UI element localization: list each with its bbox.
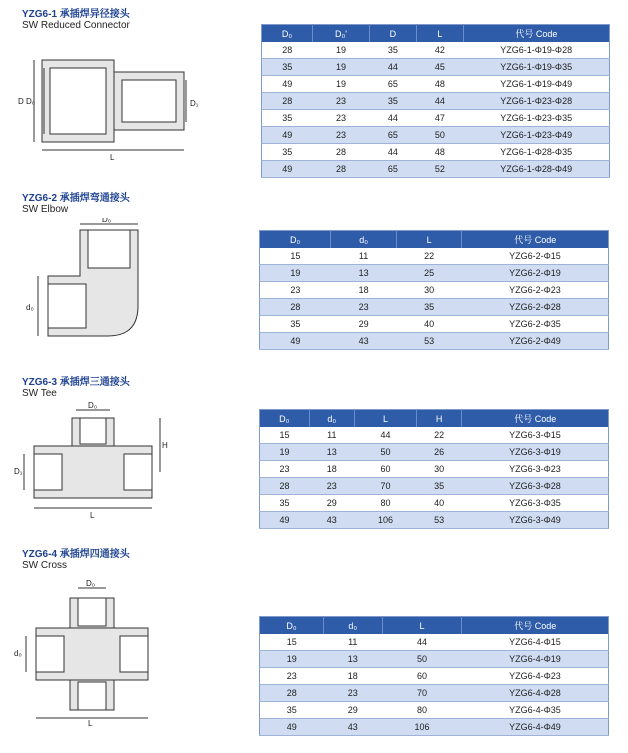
table-header-cell: L [416,25,463,43]
section-1-subtitle: SW Reduced Connector [22,20,130,31]
table-cell: 25 [396,265,462,282]
table-cell: 44 [355,427,417,444]
cross-d0-label: D₀ [86,579,96,588]
table-cell: 29 [331,316,397,333]
table-cell: 13 [309,444,355,461]
table-cell: 28 [313,161,370,178]
table-cell: 60 [382,668,462,685]
table-cell: 70 [355,478,417,495]
section-4-subtitle: SW Cross [22,560,67,571]
table-row [262,42,610,59]
section-2-subtitle: SW Elbow [22,204,69,215]
table-cell: 44 [369,59,416,76]
section-4-title: YZG6-4 承插焊四通接头 [22,549,130,560]
elbow-drawing [20,218,160,348]
table-cell: 11 [331,248,397,265]
table-header-cell: L [396,231,462,249]
table-row [260,427,609,444]
table-cell: 44 [369,144,416,161]
code-cell: YZG6-4-Φ15 [462,634,609,651]
table-cell: 35 [260,702,324,719]
table-row [260,248,609,265]
tee-d-label: D₁ [14,467,23,476]
tee-h-label: H [162,441,168,450]
table-cell: 48 [416,144,463,161]
table-header-cell: D₀ [262,25,313,43]
table-cell: 70 [382,685,462,702]
table-row [260,282,609,299]
table-header-cell: d₀ [309,410,355,428]
code-cell: YZG6-4-Φ28 [462,685,609,702]
code-cell: YZG6-2-Φ35 [462,316,609,333]
table-cell: 30 [416,461,462,478]
table-cell: 19 [313,76,370,93]
code-cell: YZG6-1-Φ19-Φ28 [463,42,609,59]
tee-drawing [12,400,172,520]
table-header-cell: 代号 Code [462,617,609,635]
table-cell: 30 [396,282,462,299]
table-cell: 23 [323,685,382,702]
section-2-title: YZG6-2 承插焊弯通接头 [22,193,130,204]
elbow-table [259,230,609,350]
table-row [262,144,610,161]
table-row [262,59,610,76]
code-cell: YZG6-1-Φ23-Φ35 [463,110,609,127]
table-cell: 49 [260,719,324,736]
table-cell: 49 [262,161,313,178]
table-row [262,93,610,110]
table-cell: 19 [260,444,310,461]
table-header-cell: D₀ [260,231,331,249]
table-cell: 52 [416,161,463,178]
table-cell: 53 [416,512,462,529]
table-cell: 44 [369,110,416,127]
elbow-d0-label: D₀ [102,218,112,224]
section-3-subtitle: SW Tee [22,388,57,399]
reduced-d0-label: D₀ [26,97,36,106]
table-cell: 43 [331,333,397,350]
section-1-title: YZG6-1 承插焊异径接头 [22,9,130,20]
table-row [260,265,609,282]
table-cell: 28 [260,299,331,316]
table-header-cell: D [369,25,416,43]
table-header-cell: L [382,617,462,635]
cross-table [259,616,609,736]
table-cell: 23 [331,299,397,316]
table-cell: 53 [396,333,462,350]
table-cell: 18 [309,461,355,478]
code-cell: YZG6-4-Φ35 [462,702,609,719]
table-cell: 23 [313,127,370,144]
table-cell: 106 [355,512,417,529]
table-row [262,127,610,144]
table-cell: 65 [369,127,416,144]
table-row [260,651,609,668]
table-cell: 15 [260,248,331,265]
table-cell: 48 [416,76,463,93]
table-cell: 65 [369,161,416,178]
table-row [260,512,609,529]
table-cell: 22 [396,248,462,265]
code-cell: YZG6-2-Φ28 [462,299,609,316]
table-cell: 28 [260,685,324,702]
table-cell: 35 [260,495,310,512]
code-cell: YZG6-3-Φ28 [462,478,609,495]
table-cell: 35 [262,59,313,76]
table-cell: 49 [262,127,313,144]
table-header-cell: L [355,410,417,428]
table-header-cell: D₀ [260,410,310,428]
table-cell: 23 [260,461,310,478]
table-row [260,634,609,651]
table-row [262,76,610,93]
table-cell: 45 [416,59,463,76]
table-row [262,110,610,127]
table-cell: 18 [331,282,397,299]
table-cell: 23 [260,668,324,685]
reduced-connector-drawing [10,44,210,174]
code-cell: YZG6-3-Φ23 [462,461,609,478]
table-cell: 47 [416,110,463,127]
table-cell: 50 [355,444,417,461]
table-row [260,719,609,736]
table-cell: 11 [309,427,355,444]
table-cell: 35 [262,110,313,127]
table-cell: 44 [416,93,463,110]
table-cell: 49 [260,333,331,350]
table-row [260,685,609,702]
code-cell: YZG6-1-Φ19-Φ35 [463,59,609,76]
table-row [262,161,610,178]
table-cell: 26 [416,444,462,461]
table-header-cell: d₀ [323,617,382,635]
table-cell: 23 [309,478,355,495]
reduced-d1-label: D₁ [190,99,199,108]
code-cell: YZG6-2-Φ19 [462,265,609,282]
table-cell: 40 [396,316,462,333]
code-cell: YZG6-1-Φ28-Φ49 [463,161,609,178]
table-row [260,333,609,350]
table-row [260,444,609,461]
table-row [260,461,609,478]
cross-l-label: L [88,719,93,726]
table-cell: 29 [309,495,355,512]
table-row [260,495,609,512]
table-header-cell: D₀' [313,25,370,43]
table-row [260,478,609,495]
table-cell: 60 [355,461,417,478]
table-header-cell: d₀ [331,231,397,249]
table-cell: 42 [416,42,463,59]
table-header-cell: 代号 Code [462,231,609,249]
table-cell: 49 [260,512,310,529]
code-cell: YZG6-3-Φ15 [462,427,609,444]
reduced-d-label: D [18,97,24,106]
code-cell: YZG6-3-Φ35 [462,495,609,512]
table-cell: 13 [331,265,397,282]
table-cell: 50 [382,651,462,668]
code-cell: YZG6-4-Φ49 [462,719,609,736]
table-cell: 28 [260,478,310,495]
table-cell: 22 [416,427,462,444]
table-row [260,668,609,685]
table-cell: 65 [369,76,416,93]
table-cell: 40 [416,495,462,512]
tee-d0-label: D₀ [88,401,98,410]
code-cell: YZG6-1-Φ23-Φ28 [463,93,609,110]
table-header-cell: 代号 Code [462,410,609,428]
table-cell: 44 [382,634,462,651]
table-header-cell: H [416,410,462,428]
table-cell: 49 [262,76,313,93]
table-cell: 15 [260,427,310,444]
table-cell: 29 [323,702,382,719]
cross-drawing [12,576,172,726]
code-cell: YZG6-1-Φ28-Φ35 [463,144,609,161]
table-cell: 11 [323,634,382,651]
tee-l-label: L [90,511,95,520]
table-cell: 28 [262,93,313,110]
table-cell: 35 [396,299,462,316]
table-cell: 15 [260,634,324,651]
section-3-title: YZG6-3 承插焊三通接头 [22,377,130,388]
code-cell: YZG6-3-Φ19 [462,444,609,461]
table-cell: 43 [323,719,382,736]
code-cell: YZG6-2-Φ49 [462,333,609,350]
table-cell: 106 [382,719,462,736]
table-cell: 19 [313,59,370,76]
table-header-cell: D₀ [260,617,324,635]
table-cell: 35 [262,144,313,161]
table-cell: 50 [416,127,463,144]
code-cell: YZG6-1-Φ23-Φ49 [463,127,609,144]
table-cell: 23 [260,282,331,299]
table-cell: 35 [260,316,331,333]
code-cell: YZG6-1-Φ19-Φ49 [463,76,609,93]
table-row [260,299,609,316]
table-row [260,702,609,719]
table-cell: 28 [262,42,313,59]
table-cell: 23 [313,93,370,110]
table-cell: 19 [313,42,370,59]
reduced-connector-table [261,24,610,178]
table-cell: 28 [313,144,370,161]
table-cell: 13 [323,651,382,668]
code-cell: YZG6-3-Φ49 [462,512,609,529]
table-cell: 19 [260,265,331,282]
elbow-d-label: d₀ [26,303,34,312]
code-cell: YZG6-2-Φ23 [462,282,609,299]
table-row [260,316,609,333]
table-cell: 43 [309,512,355,529]
table-cell: 35 [416,478,462,495]
table-cell: 18 [323,668,382,685]
table-cell: 19 [260,651,324,668]
table-cell: 35 [369,42,416,59]
code-cell: YZG6-4-Φ19 [462,651,609,668]
tee-table [259,409,609,529]
reduced-l-label: L [110,153,115,162]
code-cell: YZG6-4-Φ23 [462,668,609,685]
table-cell: 80 [382,702,462,719]
table-cell: 35 [369,93,416,110]
code-cell: YZG6-2-Φ15 [462,248,609,265]
table-cell: 23 [313,110,370,127]
table-cell: 80 [355,495,417,512]
table-header-cell: 代号 Code [463,25,609,43]
cross-d-label: d₀ [14,649,22,658]
